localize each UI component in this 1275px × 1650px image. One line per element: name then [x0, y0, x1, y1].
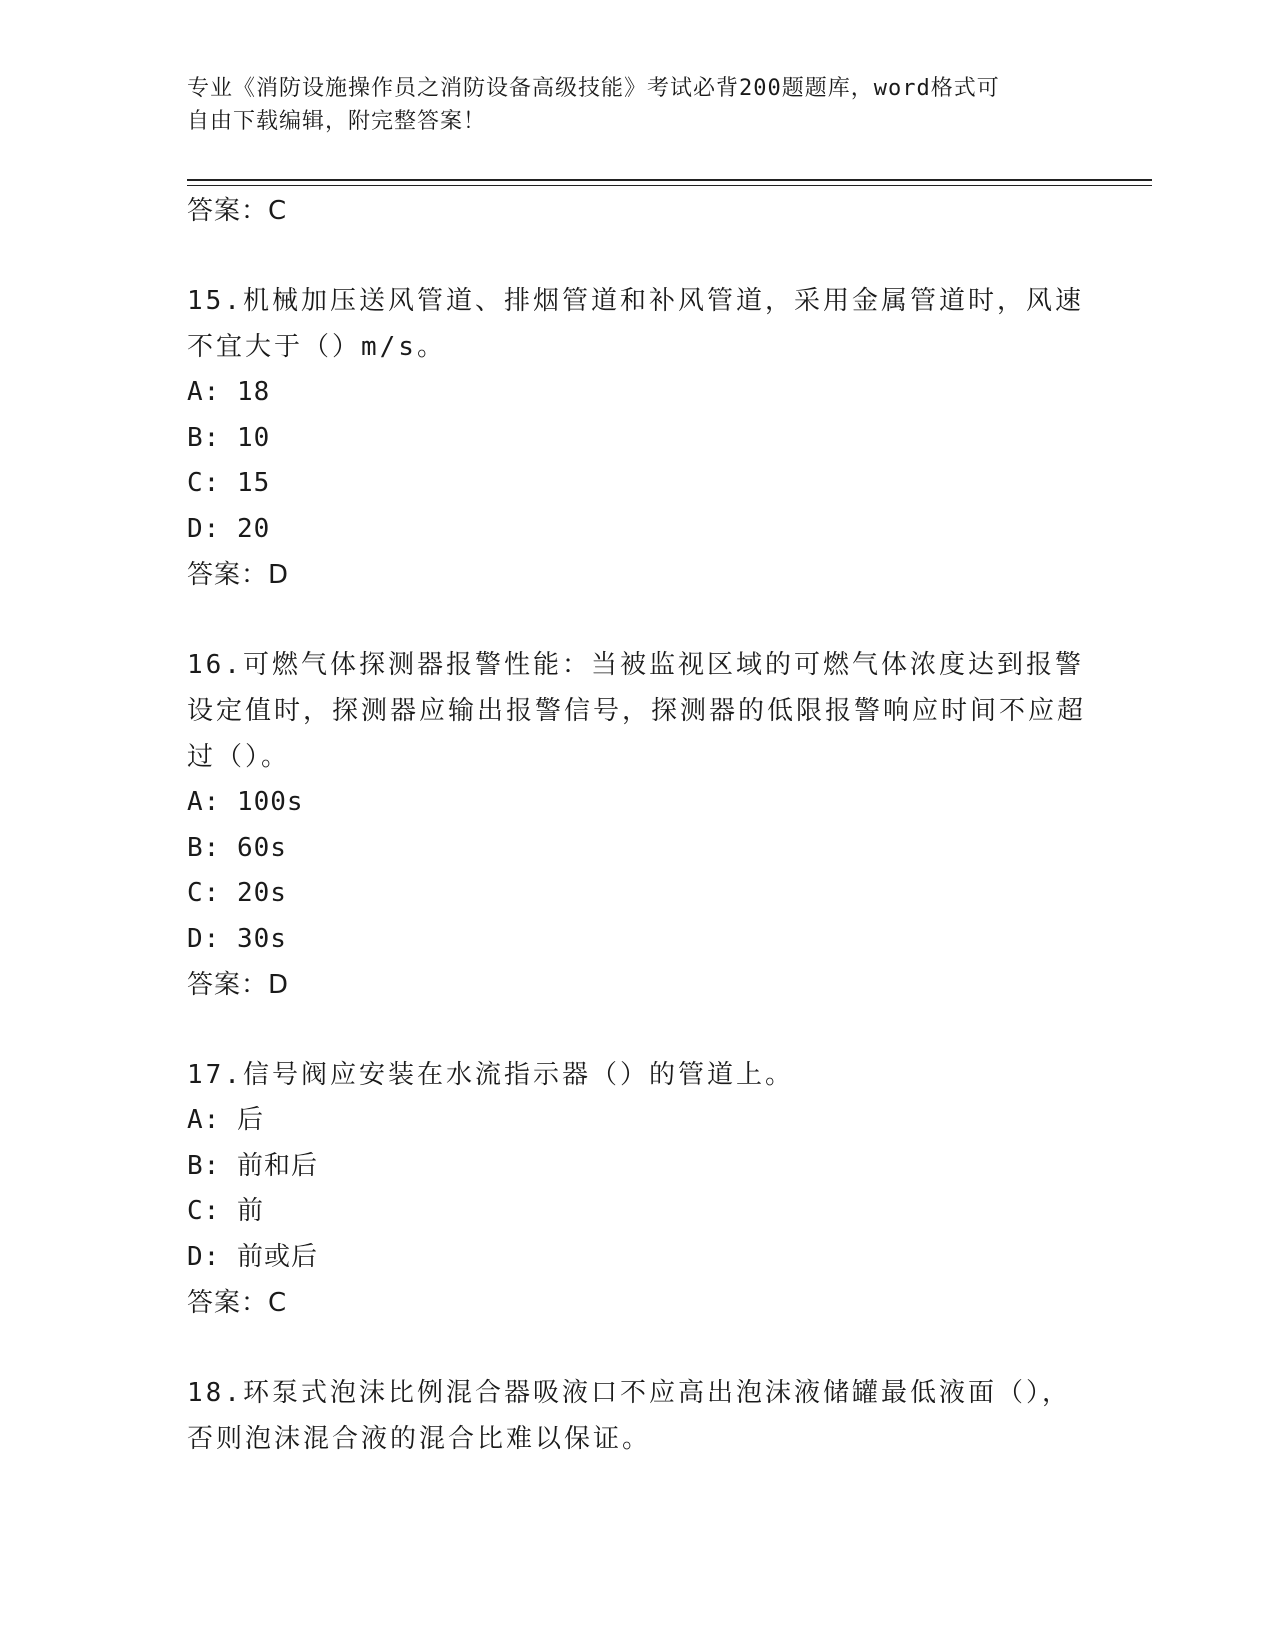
answer-line: 答案：D: [187, 970, 290, 1000]
option-d: D: 20: [187, 513, 271, 544]
option-d: D: 30s: [187, 923, 287, 954]
option-b: B: 10: [187, 422, 271, 453]
header-line-2: 自由下载编辑，附完整答案！: [187, 109, 487, 134]
option-c: C: 15: [187, 468, 271, 498]
question-list: [187, 188, 1087, 1462]
option-b: B: 60s: [187, 832, 287, 863]
header-rule-thick: [187, 179, 1152, 181]
option-b: B: 前和后: [187, 1150, 318, 1181]
option-d: D: 前或后: [187, 1241, 318, 1272]
question-15: [187, 278, 1087, 598]
question-text: 15.机械加压送风管道、排烟管道和补风管道，采用金属管道时，风速不宜大于（）m/s。: [187, 286, 1084, 362]
header-rule-thin: [187, 185, 1152, 186]
option-a: A: 18: [187, 377, 271, 407]
question-18: [187, 1370, 1087, 1462]
option-a: A: 100s: [187, 787, 304, 817]
answer-line: 答案：D: [187, 560, 290, 590]
question-text: 17.信号阀应安装在水流指示器（）的管道上。: [187, 1060, 794, 1090]
header-line-1: 专业《消防设施操作员之消防设备高级技能》考试必背200题题库，word格式可: [187, 76, 1000, 101]
question-text: 16.可燃气体探测器报警性能：当被监视区域的可燃气体浓度达到报警设定值时，探测器应输出报警信号，探测器的低限报警响应时间不应超过（）。: [187, 650, 1087, 772]
option-c: C: 前: [187, 1196, 264, 1226]
answer-line: 答案：C: [187, 196, 288, 226]
option-c: C: 20s: [187, 878, 287, 908]
option-a: A: 后: [187, 1105, 264, 1135]
question-16: [187, 642, 1087, 1008]
page-header: [187, 72, 1067, 138]
answer-line: 答案：C: [187, 1288, 288, 1318]
question-17: [187, 1052, 1087, 1326]
question-text: 18.环泵式泡沫比例混合器吸液口不应高出泡沫液储罐最低液面（），否则泡沫混合液的混合比难以保证。: [187, 1378, 1071, 1454]
